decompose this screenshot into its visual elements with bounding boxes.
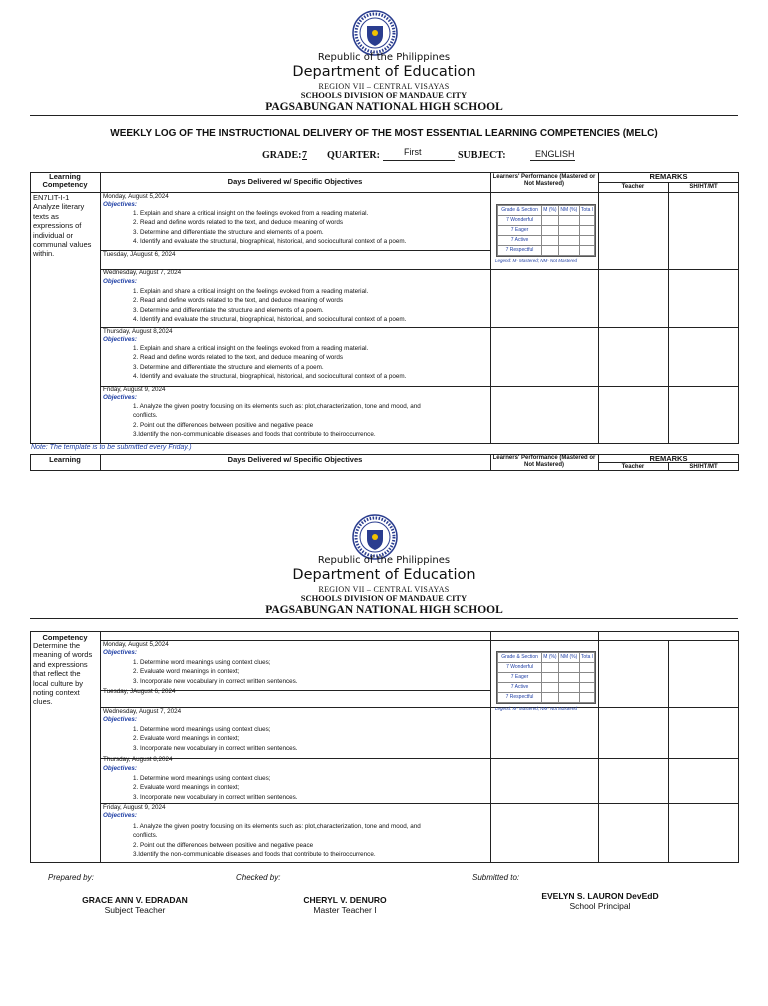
objective-item: 1. Determine word meanings using context clues; [133, 726, 271, 733]
quarter-underline [383, 160, 455, 161]
log-title: WEEKLY LOG OF THE INSTRUCTIONAL DELIVERY OF THE MOST ESSENTIAL LEARNING COMPETENCIES (MELC) [110, 128, 658, 139]
col-divider [490, 631, 491, 863]
performance-mini-table [496, 204, 596, 257]
objective-item: 1. Determine word meanings using context clues; [133, 775, 271, 782]
checked-role: Master Teacher I [313, 905, 377, 915]
objective-item: 2. Read and define words related to the text, and deduce meaning of words [133, 354, 344, 362]
region-text: REGION VII – CENTRAL VISAYAS [318, 585, 450, 594]
republic-text: Republic of the Philippines [317, 52, 451, 63]
region-text: REGION VII – CENTRAL VISAYAS [318, 82, 450, 91]
mini-row-label: 7 Wonderful [498, 663, 542, 673]
mini-header: Grade & Section [498, 653, 542, 663]
mini-header: NM (%) [558, 206, 579, 216]
objective-item: 4. Identify and evaluate the structural, biographical, historical, and sociocultural context of a poem. [133, 238, 407, 246]
objective-item: 2. Point out the differences between positive and negative peace [133, 421, 314, 429]
competency-header: Learning Competency [42, 172, 88, 190]
day-label: Wednesday, August 7, 2024 [103, 708, 182, 715]
objective-item: 2. Read and define words related to the text, and deduce meaning of words [133, 297, 344, 305]
deped-seal-icon [352, 10, 398, 56]
objective-item: conflicts. [133, 412, 158, 420]
col-divider [598, 631, 599, 863]
day-label: Friday, August 9, 2024 [103, 386, 166, 393]
objective-item: 3. Incorporate new vocabulary in correct written sentences. [133, 677, 298, 685]
prepared-role: Subject Teacher [104, 905, 166, 915]
objectives-label: Objectives: [103, 336, 137, 343]
objective-item: 2. Read and define words related to the text, and deduce meaning of words [133, 219, 344, 227]
quarter-label: QUARTER: [327, 150, 380, 161]
day-divider [100, 707, 739, 708]
objective-item: 3.Identify the non-communicable diseases and foods that contribute to theiroccurrence. [133, 851, 376, 859]
objectives-label: Objectives: [103, 716, 137, 723]
prepared-signatory [60, 895, 210, 915]
objectives-label: Objectives: [103, 765, 137, 772]
col-divider [490, 172, 491, 444]
objectives-list [133, 209, 406, 247]
competency-text: EN7LIT-I-1 Analyze literary texts as expressions of individual or communal values within. [33, 193, 92, 259]
mini-header: Tota l [579, 653, 594, 663]
objectives-label: Objectives: [103, 812, 137, 819]
objective-item: 1. Determine word meanings using context clues; [133, 659, 271, 666]
objectives-label: Objectives: [103, 649, 137, 656]
objective-item: 1. Analyze the given poetry focusing on its elements such as: plot,characterization, tone and mood, and [133, 403, 421, 410]
objectives-list [133, 658, 298, 686]
performance-header: Learners' Performance (Mastered or Not Mastered) [492, 455, 596, 468]
submitted-name: EVELYN S. LAURON DevEdD [541, 891, 659, 901]
mini-row-label: 7 Eager [498, 673, 542, 683]
objective-item: 3. Determine and differentiate the structure and elements of a poem. [133, 306, 324, 314]
division-text: SCHOOLS DIVISION OF MANDAUE CITY [300, 593, 468, 603]
quarter-value: First [404, 147, 422, 157]
day-label: Wednesday, August 7, 2024 [103, 269, 182, 276]
mini-header: M (%) [542, 653, 559, 663]
day-divider [100, 269, 739, 270]
objectives-list [133, 822, 421, 860]
objective-item: 1. Analyze the given poetry focusing on its elements such as: plot,characterization, tone and mood, and [133, 823, 421, 830]
objectives-label: Objectives: [103, 201, 137, 208]
teacher-header: Teacher [621, 184, 645, 190]
submitted-signatory [520, 891, 680, 911]
remarks-header: REMARKS [649, 454, 688, 463]
objectives-list [133, 287, 406, 325]
objectives-list [133, 344, 406, 382]
teacher-header: Teacher [621, 464, 645, 470]
header-rule [30, 618, 738, 619]
objective-item: 2. Point out the differences between positive and negative peace [133, 841, 314, 849]
checked-label: Checked by: [236, 873, 281, 882]
subject-label: SUBJECT: [458, 150, 506, 161]
objective-item: 2. Evaluate word meanings in context; [133, 784, 240, 792]
day-label: Tuesday, JAugust 6, 2024 [103, 251, 176, 258]
subject-underline [530, 160, 575, 161]
submitted-role: School Principal [569, 901, 631, 911]
checked-signatory [270, 895, 420, 915]
objective-item: 2. Evaluate word meanings in context; [133, 735, 240, 743]
school-name: PAGSABUNGAN NATIONAL HIGH SCHOOL [265, 604, 503, 616]
deped-seal-icon [352, 514, 398, 560]
objective-item: conflicts. [133, 832, 158, 840]
mini-header: Grade & Section [498, 206, 542, 216]
objective-item: 3.Identify the non-communicable diseases and foods that contribute to theiroccurrence. [133, 431, 376, 439]
mini-row-label: 7 Respectful [498, 693, 542, 703]
school-name: PAGSABUNGAN NATIONAL HIGH SCHOOL [265, 101, 503, 113]
mini-legend: Legend: M- Mastered; NM- Not Mastered [495, 706, 578, 711]
subject-value: ENGLISH [535, 149, 575, 159]
remarks-header: REMARKS [649, 172, 688, 181]
competency-header: Learning [49, 455, 81, 464]
prepared-name: GRACE ANN V. EDRADAN [82, 895, 188, 905]
grade-label: GRADE: [262, 150, 302, 161]
objective-item: 3. Incorporate new vocabulary in correct written sentences. [133, 744, 298, 752]
mini-row-label: 7 Active [498, 683, 542, 693]
sh-header: SH/HT/MT [689, 464, 718, 470]
col-divider [598, 172, 599, 444]
submitted-label: Submitted to: [472, 873, 520, 882]
day-label: Thursday, August 8,2024 [103, 756, 173, 763]
performance-mini-table [496, 651, 596, 704]
objective-item: 1. Explain and share a critical insight on the feelings evoked from a reading material. [133, 288, 369, 295]
checked-name: CHERYL V. DENURO [303, 895, 387, 905]
objectives-label: Objectives: [103, 278, 137, 285]
day-label: Thursday, August 8,2024 [103, 328, 173, 335]
grade-value: 7 [302, 150, 307, 161]
header-rule [30, 115, 738, 116]
objectives-label: Objectives: [103, 394, 137, 401]
col-divider [668, 640, 669, 863]
day-divider [100, 386, 739, 387]
day-label: Friday, August 9, 2024 [103, 804, 166, 811]
day-divider [100, 327, 739, 328]
mini-header: Tota l [579, 206, 594, 216]
objectives-list [133, 402, 421, 440]
col-divider [668, 182, 669, 444]
remarks-divider [598, 182, 739, 183]
prepared-label: Prepared by: [48, 873, 94, 882]
objective-item: 4. Identify and evaluate the structural, biographical, historical, and sociocultural context of a poem. [133, 373, 407, 381]
objective-item: 4. Identify and evaluate the structural, biographical, historical, and sociocultural context of a poem. [133, 316, 407, 324]
days-header: Days Delivered w/ Specific Objectives [227, 455, 363, 464]
department-title: Department of Education [292, 64, 476, 80]
col-divider [100, 172, 101, 444]
competency-text: Determine the meaning of words and expressions that reflect the local culture by noting context clues. [33, 641, 93, 707]
objective-item: 1. Explain and share a critical insight on the feelings evoked from a reading material. [133, 345, 369, 352]
submission-note: Note: The template is to be submitted every Friday.) [31, 444, 192, 451]
republic-text: Republic of the Philippines [317, 555, 451, 566]
day-label: Monday, August 5,2024 [103, 641, 169, 648]
day-divider [100, 803, 739, 804]
mini-row-label: 7 Eager [498, 226, 542, 236]
day-label: Tuesday, JAugust 6, 2024 [103, 688, 176, 695]
objectives-list [133, 725, 298, 753]
division-text: SCHOOLS DIVISION OF MANDAUE CITY [300, 90, 468, 100]
day-divider [100, 758, 739, 759]
mini-row-label: 7 Respectful [498, 246, 542, 256]
objective-item: 2. Evaluate word meanings in context; [133, 668, 240, 676]
mini-row-label: 7 Wonderful [498, 216, 542, 226]
days-header: Days Delivered w/ Specific Objectives [227, 177, 363, 186]
performance-header: Learners' Performance (Mastered or Not Mastered) [492, 174, 596, 187]
header-row-divider [100, 640, 739, 641]
department-title: Department of Education [292, 567, 476, 583]
objective-item: 3. Determine and differentiate the structure and elements of a poem. [133, 363, 324, 371]
objective-item: 3. Incorporate new vocabulary in correct written sentences. [133, 793, 298, 801]
mini-header: M (%) [542, 206, 559, 216]
mini-legend: Legend: M- Mastered; NM- Not Mastered [495, 258, 578, 263]
mini-row-label: 7 Active [498, 236, 542, 246]
sh-header: SH/HT/MT [689, 184, 718, 190]
mini-header: NM (%) [558, 653, 579, 663]
objective-item: 1. Explain and share a critical insight on the feelings evoked from a reading material. [133, 210, 369, 217]
objective-item: 3. Determine and differentiate the structure and elements of a poem. [133, 228, 324, 236]
objectives-list [133, 774, 298, 802]
col-divider [100, 631, 101, 863]
competency-header-cont: Competency [42, 633, 88, 642]
day-label: Monday, August 5,2024 [103, 193, 169, 200]
